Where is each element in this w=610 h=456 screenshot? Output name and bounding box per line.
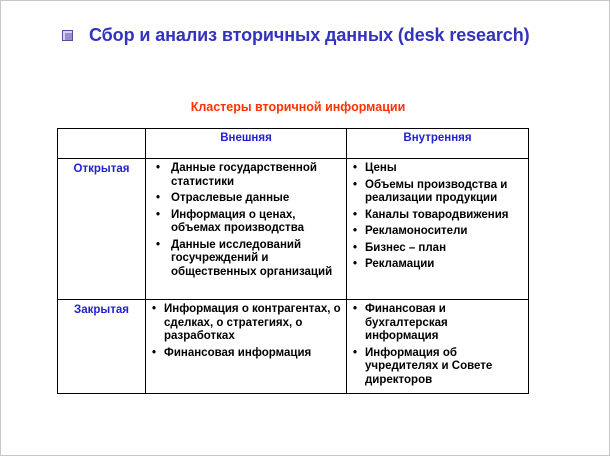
list-item: • Данные исследований госучреждений и общественных организаций	[150, 239, 342, 280]
list-item: • Каналы товародвижения	[351, 209, 524, 223]
list-item: • Объемы производства и реализации продукции	[351, 179, 524, 206]
list-item: • Информация об учредителях и Совете директоров	[351, 347, 524, 388]
list-closed-internal	[351, 303, 524, 387]
corner-cell	[58, 129, 146, 159]
column-header-external: Внешняя	[146, 129, 347, 159]
list-item: • Цены	[351, 162, 524, 176]
cell-closed-internal	[347, 300, 529, 394]
list-item: • Финансовая информация	[150, 347, 342, 361]
row-header-open: Открытая	[58, 159, 146, 300]
slide-title: Сбор и анализ вторичных данных (desk research)	[89, 25, 530, 45]
row-header-closed: Закрытая	[58, 300, 146, 394]
list-open-internal	[351, 162, 524, 272]
list-item: • Информация о ценах, объемах производства	[150, 209, 342, 236]
table-row-closed	[58, 300, 529, 394]
column-header-internal: Внутренняя	[347, 129, 529, 159]
list-item: • Рекламоносители	[351, 225, 524, 239]
list-item: • Рекламации	[351, 258, 524, 272]
list-item: • Отраслевые данные	[150, 192, 342, 206]
cell-open-external	[146, 159, 347, 300]
list-item: • Данные государственной статистики	[150, 162, 342, 189]
table-header-row	[58, 129, 529, 159]
info-clusters-table	[57, 128, 529, 394]
title-row	[62, 25, 530, 46]
list-closed-external	[150, 303, 342, 360]
list-open-external	[150, 162, 342, 279]
table-caption: Кластеры вторичной информации	[190, 100, 406, 114]
table-row-open	[58, 159, 529, 300]
list-item: • Финансовая и бухгалтерская информация	[351, 303, 524, 344]
cell-open-internal	[347, 159, 529, 300]
list-item: • Информация о контрагентах, о сделках, о стратегиях, о разработках	[150, 303, 342, 344]
square-bullet-icon	[62, 30, 73, 41]
cell-closed-external	[146, 300, 347, 394]
list-item: • Бизнес – план	[351, 242, 524, 256]
